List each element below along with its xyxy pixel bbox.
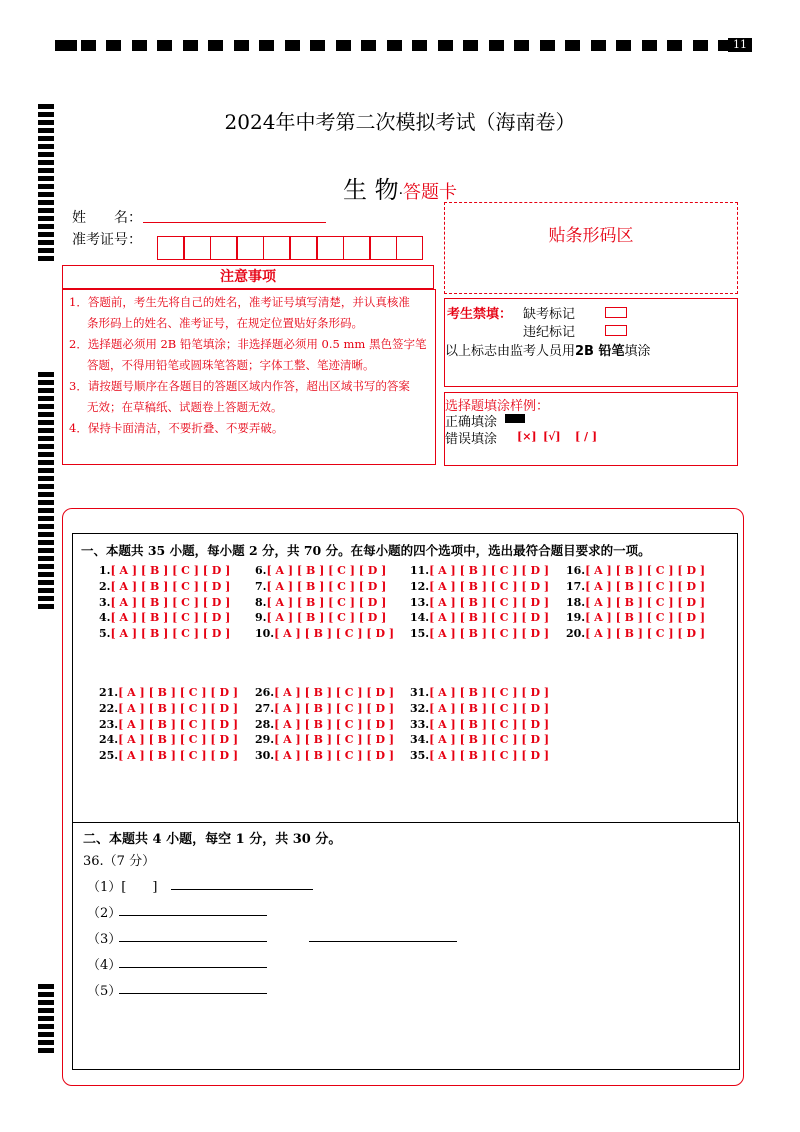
mcq-question[interactable] [410,686,549,699]
id-digit-box[interactable] [184,236,211,260]
timing-mark [38,484,54,489]
timing-mark [38,240,54,245]
id-digit-box[interactable] [317,236,344,260]
mcq-question[interactable] [99,702,238,715]
mcq-question[interactable] [410,611,549,624]
timing-mark [38,604,54,609]
name-label: 姓 名： [72,210,142,226]
absent-mark-box[interactable] [605,307,627,318]
answer-options[interactable]: [ A ] [ B ] [ C ] [ D ] [429,595,550,609]
barcode-label: 贴条形码区 [548,226,634,246]
question-number: 35. [410,749,430,763]
timing-mark [38,152,54,157]
mcq-question[interactable] [255,718,394,731]
question-number: 18. [566,595,586,609]
timing-mark [336,40,351,51]
timing-mark [38,1016,54,1021]
barcode-area[interactable] [444,202,738,294]
subject-heading [0,170,800,205]
answer-options[interactable]: [ A ] [ B ] [ C ] [ D ] [274,627,395,641]
mcq-question[interactable] [410,749,549,762]
notice-line: 1．答题前，考生先将自己的姓名，准考证号填写清楚，并认真核准 [69,295,410,309]
timing-mark [642,40,657,51]
q36-3-line-b[interactable] [309,941,457,942]
mcq-question[interactable] [99,718,238,731]
answer-options[interactable]: [ A ] [ B ] [ C ] [ D ] [266,595,387,609]
wrong-sample-2: [√] [543,430,561,443]
timing-mark [38,984,54,989]
timing-mark [38,216,54,221]
question-number: 10. [255,627,275,641]
question-number: 11. [410,564,430,577]
question-number: 32. [410,701,430,715]
timing-mark [38,580,54,585]
answer-options[interactable]: [ A ] [ B ] [ C ] [ D ] [274,733,395,747]
timing-mark [38,396,54,401]
answer-options[interactable]: [ A ] [ B ] [ C ] [ D ] [110,611,231,625]
timing-mark [38,208,54,213]
question-number: 8. [255,595,267,609]
timing-mark [38,588,54,593]
question-number: 26. [255,686,275,699]
timing-mark [259,40,274,51]
timing-mark [38,380,54,385]
id-digit-box[interactable] [237,236,264,260]
timing-mark [38,404,54,409]
id-digit-box[interactable] [290,236,317,260]
timing-mark [693,40,708,51]
timing-mark [38,556,54,561]
question-number: 4. [99,611,111,625]
mcq-question[interactable] [99,733,238,746]
timing-mark [234,40,249,51]
mcq-question[interactable] [99,596,230,609]
question-number: 6. [255,564,267,577]
q36-2-label: （2） [87,906,122,921]
timing-mark [667,40,682,51]
forbidden-label: 考生禁填： [447,307,513,322]
question-number: 29. [255,733,275,747]
answer-options[interactable]: [ A ] [ B ] [ C ] [ D ] [118,749,239,763]
question-number: 9. [255,611,267,625]
question-number: 16. [566,564,586,577]
timing-mark [591,40,606,51]
mcq-question[interactable] [566,580,705,593]
absent-label: 缺考标记 [523,307,576,322]
section1-box [72,533,738,823]
timing-mark [438,40,453,51]
notice-line: 答题，不得用铅笔或圆珠笔答题；字体工整、笔迹清晰。 [87,358,375,372]
timing-mark [616,40,631,51]
mcq-question[interactable] [255,686,394,699]
mcq-question[interactable] [566,627,705,640]
notice-box [62,289,436,465]
answer-options[interactable]: [ A ] [ B ] [ C ] [ D ] [266,564,387,577]
answer-options[interactable]: [ A ] [ B ] [ C ] [ D ] [274,717,395,731]
question-number: 34. [410,733,430,747]
wrong-sample-3: [ / ] [575,430,598,443]
id-digit-box[interactable] [370,236,397,260]
mcq-question[interactable] [255,564,386,577]
timing-mark [38,476,54,481]
timing-mark [81,40,96,51]
timing-mark [38,548,54,553]
notice-line: 3．请按题号顺序在各题目的答题区域内作答，超出区域书写的答案 [69,379,410,393]
timing-mark [38,388,54,393]
timing-mark [565,40,580,51]
answer-options[interactable]: [ A ] [ B ] [ C ] [ D ] [429,717,550,731]
timing-mark [38,492,54,497]
answer-options[interactable]: [ A ] [ B ] [ C ] [ D ] [266,579,387,593]
mcq-question[interactable] [255,596,386,609]
section2-title: 二、本题共 4 小题，每空 1 分，共 30 分。 [83,832,342,847]
mcq-question[interactable] [255,702,394,715]
timing-mark [106,40,121,51]
answer-options[interactable]: [ A ] [ B ] [ C ] [ D ] [118,686,239,699]
question-number: 33. [410,717,430,731]
mcq-question[interactable] [410,580,549,593]
answer-options[interactable]: [ A ] [ B ] [ C ] [ D ] [429,579,550,593]
timing-mark [38,224,54,229]
timing-mark [310,40,325,51]
mcq-question[interactable] [99,749,238,762]
q36-2-line[interactable] [119,915,267,916]
notice-line: 4．保持卡面清洁，不要折叠、不要弄破。 [69,421,284,435]
timing-mark [38,1032,54,1037]
question-number: 1. [99,564,111,577]
question-number: 7. [255,579,267,593]
mcq-question[interactable] [566,564,705,577]
answer-options[interactable]: [ A ] [ B ] [ C ] [ D ] [110,564,231,577]
mcq-question[interactable] [566,596,705,609]
answer-options[interactable]: [ A ] [ B ] [ C ] [ D ] [110,627,231,641]
card-label: 答题卡 [403,182,458,203]
timing-mark [38,256,54,261]
mcq-question[interactable] [255,580,386,593]
timing-mark [38,160,54,165]
timing-mark [38,1008,54,1013]
notice-title: 注意事项 [62,265,434,289]
timing-mark [38,1024,54,1029]
answer-options[interactable]: [ A ] [ B ] [ C ] [ D ] [429,564,550,577]
timing-mark [38,540,54,545]
timing-mark [132,40,147,51]
timing-mark [38,516,54,521]
mcq-question[interactable] [255,733,394,746]
timing-mark [38,372,54,377]
id-digit-box[interactable] [263,236,290,260]
mcq-question[interactable] [410,627,549,640]
mcq-question[interactable] [99,580,230,593]
answer-options[interactable]: [ A ] [ B ] [ C ] [ D ] [274,749,395,763]
q36-4-label: （4） [87,958,122,973]
answer-options[interactable]: [ A ] [ B ] [ C ] [ D ] [585,611,706,625]
answer-options[interactable]: [ A ] [ B ] [ C ] [ D ] [429,733,550,747]
question-number: 20. [566,627,586,641]
q36-label: 36.（7 分） [83,854,156,869]
question-number: 22. [99,701,119,715]
mcq-question[interactable] [99,627,230,640]
note-suffix: 填涂 [624,344,651,359]
timing-mark [38,596,54,601]
timing-mark [387,40,402,51]
id-digit-box[interactable] [210,236,237,260]
answer-options[interactable]: [ A ] [ B ] [ C ] [ D ] [274,686,395,699]
timing-mark [540,40,555,51]
timing-mark [38,136,54,141]
q36-3-label: （3） [87,932,122,947]
q36-3-line-a[interactable] [119,941,267,942]
question-number: 19. [566,611,586,625]
subject-name: 生 物 [342,176,399,204]
timing-mark [208,40,223,51]
answer-options[interactable]: [ A ] [ B ] [ C ] [ D ] [266,611,387,625]
name-field[interactable] [143,206,326,223]
answer-options[interactable]: [ A ] [ B ] [ C ] [ D ] [429,686,550,699]
id-digit-box[interactable] [343,236,370,260]
violation-mark-box[interactable] [605,325,627,336]
timing-mark [38,572,54,577]
answer-options[interactable]: [ A ] [ B ] [ C ] [ D ] [110,579,231,593]
timing-mark [38,436,54,441]
answer-options[interactable]: [ A ] [ B ] [ C ] [ D ] [585,564,706,577]
notice-line: 条形码上的姓名、准考证号，在规定位置贴好条形码。 [87,316,363,330]
question-number: 24. [99,733,119,747]
timing-mark [38,452,54,457]
id-digit-box[interactable] [396,236,423,260]
mcq-question[interactable] [566,611,705,624]
timing-mark [285,40,300,51]
wrong-label: 错误填涂 [445,432,498,447]
question-number: 12. [410,579,430,593]
fill-sample-box [444,392,738,466]
correct-label: 正确填涂 [445,415,498,430]
question-number: 30. [255,749,275,763]
question-number: 13. [410,595,430,609]
exam-title: 2024年中考第二次模拟考试（海南卷） [224,110,576,134]
answer-options[interactable]: [ A ] [ B ] [ C ] [ D ] [585,595,706,609]
timing-mark [38,232,54,237]
timing-mark [38,1000,54,1005]
timing-mark [38,428,54,433]
mcq-question[interactable] [410,733,549,746]
examinee-forbidden-box [444,298,738,387]
question-number: 27. [255,701,275,715]
timing-mark [38,460,54,465]
timing-mark [38,508,54,513]
timing-mark [412,40,427,51]
question-number: 3. [99,595,111,609]
question-number: 17. [566,579,586,593]
correct-fill-sample [505,414,525,423]
timing-mark [38,444,54,449]
forbidden-note [445,340,651,359]
q36-1-line[interactable] [171,889,313,890]
question-number: 14. [410,611,430,625]
timing-mark [157,40,172,51]
question-number: 23. [99,717,119,731]
id-digit-box[interactable] [157,236,184,260]
mcq-question[interactable] [255,749,394,762]
page-number: 11 [728,38,752,52]
mcq-question[interactable] [410,718,549,731]
timing-mark [38,992,54,997]
answer-options[interactable]: [ A ] [ B ] [ C ] [ D ] [118,733,239,747]
timing-mark [38,420,54,425]
timing-mark [38,144,54,149]
subject-separator: · [398,186,404,202]
answer-options[interactable]: [ A ] [ B ] [ C ] [ D ] [429,611,550,625]
wrong-sample-1: [×] [517,430,537,443]
timing-mark [183,40,198,51]
mcq-question[interactable] [255,627,394,640]
violation-label: 违纪标记 [523,325,576,340]
sample-label: 选择题填涂样例： [445,399,550,414]
question-number: 31. [410,686,430,699]
timing-mark [38,468,54,473]
question-number: 21. [99,686,119,699]
mcq-question[interactable] [99,564,230,577]
section1-title: 一、本题共 35 小题，每小题 2 分，共 70 分。在每小题的四个选项中，选出最符合题目要求的一项。 [81,543,651,558]
question-number: 5. [99,627,111,641]
answer-options[interactable]: [ A ] [ B ] [ C ] [ D ] [585,579,706,593]
timing-mark [361,40,376,51]
timing-mark [38,1040,54,1045]
mcq-question[interactable] [99,611,230,624]
answer-options[interactable]: [ A ] [ B ] [ C ] [ D ] [110,595,231,609]
answer-options[interactable]: [ A ] [ B ] [ C ] [ D ] [585,627,706,641]
id-label: 准考证号： [72,232,142,248]
section2-box [72,822,740,1070]
answer-options[interactable]: [ A ] [ B ] [ C ] [ D ] [429,701,550,715]
question-number: 25. [99,749,119,763]
mcq-question[interactable] [410,596,549,609]
timing-mark [55,40,77,51]
mcq-question[interactable] [255,611,386,624]
mcq-question[interactable] [99,686,238,699]
answer-options[interactable]: [ A ] [ B ] [ C ] [ D ] [429,749,550,763]
question-number: 15. [410,627,430,641]
timing-mark [38,524,54,529]
timing-mark [463,40,478,51]
q36-5-line[interactable] [119,993,267,994]
timing-mark [38,1048,54,1053]
q36-4-line[interactable] [119,967,267,968]
timing-mark [489,40,504,51]
notice-line: 无效；在草稿纸、试题卷上答题无效。 [87,400,283,414]
timing-mark [38,412,54,417]
note-bold: 2B 铅笔 [575,344,625,359]
timing-mark [38,500,54,505]
notice-line: 2．选择题必须用 2B 铅笔填涂；非选择题必须用 0.5 mm 黑色签字笔 [69,337,427,351]
note-prefix: 以上标志由监考人员用 [445,344,576,359]
q36-5-label: （5） [87,984,122,999]
timing-mark [38,532,54,537]
answer-options[interactable]: [ A ] [ B ] [ C ] [ D ] [118,701,239,715]
q36-1-label: （1）[ ] [87,880,158,895]
timing-mark [38,248,54,253]
mcq-question[interactable] [410,702,549,715]
timing-mark [38,564,54,569]
question-number: 2. [99,579,111,593]
answer-options[interactable]: [ A ] [ B ] [ C ] [ D ] [118,717,239,731]
answer-options[interactable]: [ A ] [ B ] [ C ] [ D ] [274,701,395,715]
question-number: 28. [255,717,275,731]
mcq-question[interactable] [410,564,549,577]
answer-options[interactable]: [ A ] [ B ] [ C ] [ D ] [429,627,550,641]
timing-mark [514,40,529,51]
